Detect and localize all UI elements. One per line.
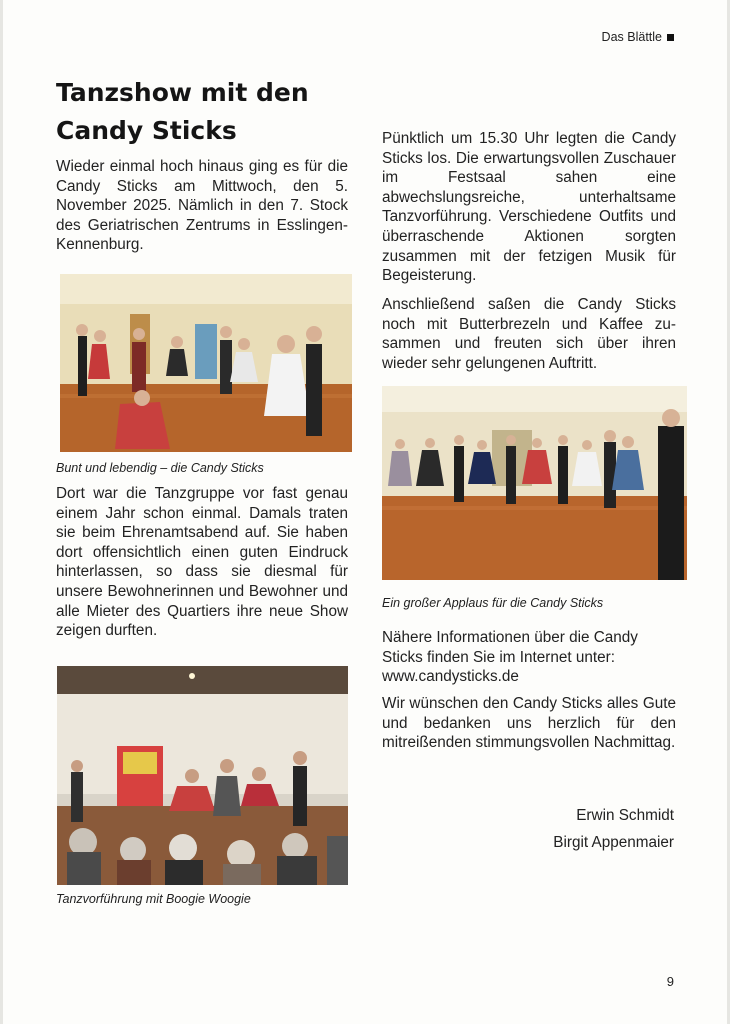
photo-boogie-woogie (57, 666, 348, 885)
paragraph-thanks: Wir wünschen den Candy Sticks alles Gute und bedanken uns herzlich für den mitreißenden stimmungsvollen Nachmittag. (382, 695, 676, 752)
author-2: Birgit Appenmaier (553, 834, 674, 851)
page-left-edge (0, 0, 3, 1024)
caption-photo-2: Tanzvorführung mit Boogie Woogie (56, 892, 251, 906)
paragraph-history-block (56, 484, 348, 641)
paragraph-history: Dort war die Tanzgruppe vor fast genau einem Jahr schon einmal. Damals traten sie beim Ehrenamtsabend auf. Sie haben dort offensichtlich einen guten Eindruck hinterlassen, so dass sie diesmal für unsere Bewohnerinnen und Bewohner und alle Mieter des Quartiers ihre neue Show zeigen durften. (56, 485, 348, 640)
article-title: Tanzshow mit den Candy Sticks (56, 78, 309, 145)
page-number: 9 (666, 974, 674, 989)
paragraph-intro-block (56, 157, 348, 255)
header-square-icon (667, 34, 674, 41)
paragraph-show: Pünktlich um 15.30 Uhr legten die Candy Sticks los. Die erwartungsvollen Zuschauer im Festsaal sahen eine abwechslungsreiche, unterhaltsame Tanzvorführung. Verschiedene Outfits und überraschende Aktionen sorgten zusammen mit der fetzigen Musik für Begeisterung. (382, 130, 676, 285)
paragraph-info-block (382, 628, 676, 687)
running-header (602, 30, 674, 44)
author-1: Erwin Schmidt (576, 807, 674, 824)
paragraph-afterwards-block (382, 295, 676, 373)
paragraph-show-block (382, 129, 676, 286)
paragraph-afterwards: Anschließend saßen die Candy Sticks noch mit Butterbrezeln und Kaffee zusammen und freuten sich über ihren wieder sehr gelungenen Auftritt. (382, 296, 676, 372)
caption-photo-1: Bunt und lebendig – die Candy Sticks (56, 461, 264, 475)
photo-applause (382, 386, 687, 580)
paragraph-intro: Wieder einmal hoch hinaus ging es für die Candy Sticks am Mittwoch, den 5. November 2025. Nämlich in den 7. Stock des Geriatrischen Zentrums in Esslingen-Kennenburg. (56, 158, 348, 254)
header-label: Das Blättle (601, 30, 662, 44)
photo-dancers-colorful (60, 274, 352, 452)
paragraph-info: Nähere Informationen über die Candy Sticks finden Sie im Internet unter: www.candysticks.de (382, 629, 638, 686)
paragraph-thanks-block (382, 694, 676, 753)
caption-photo-3: Ein großer Applaus für die Candy Sticks (382, 596, 604, 610)
